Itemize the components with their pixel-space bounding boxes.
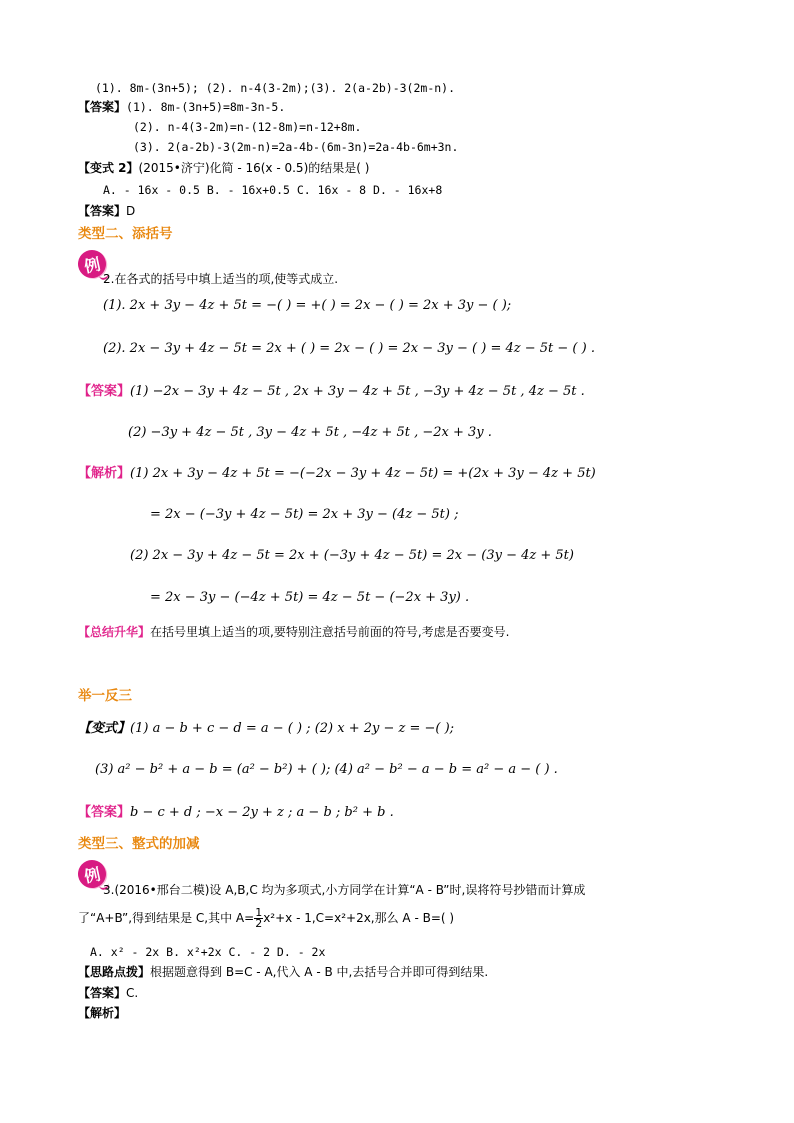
fraction-denominator: 2 [255, 917, 263, 930]
example2-solution-4: = 2x − 3y − (−4z + 5t) = 4z − 5t − (−2x + 3y) . [150, 590, 470, 605]
variant-tag: 【变式】 [78, 721, 131, 736]
type2-heading: 类型二、添括号 [78, 226, 173, 242]
summary-tag: 【总结升华】 [78, 625, 151, 639]
example3-line2-b: x²+x - 1,C=x²+2x,那么 A - B=( ) [263, 911, 455, 925]
fraction [254, 908, 263, 929]
answer-tag: 【答案】 [78, 204, 127, 218]
variant-tag: 【变式 2】 [78, 161, 139, 175]
example3-line1: 3.(2016•邢台二模)设 A,B,C 均为多项式,小方同学在计算“A - B”时,误将符号抄错而计算成 [103, 883, 586, 897]
hint-tag: 【思路点拨】 [78, 965, 151, 979]
example-badge-icon: 例 [75, 857, 108, 890]
answer-row-1 [78, 99, 285, 115]
answer-tag: 【答案】 [78, 384, 131, 399]
answer-tag: 【答案】 [78, 986, 127, 1000]
example2-solution-1 [78, 466, 596, 482]
example-badge-icon: 例 [75, 247, 108, 280]
example3-solution [78, 1005, 126, 1021]
variant-options: A. - 16x - 0.5 B. - 16x+0.5 C. 16x - 8 D. - 16x+8 [103, 183, 443, 197]
juyi-heading: 举一反三 [78, 688, 132, 704]
solution-tag: 【解析】 [78, 1006, 127, 1020]
example3-hint [78, 964, 488, 980]
variant-2 [78, 160, 369, 176]
answer-d [78, 203, 135, 219]
example3-options: A. x² - 2x B. x²+2x C. - 2 D. - 2x [90, 945, 326, 959]
answer-tag: 【答案】 [78, 100, 127, 114]
variant3-q12 [78, 721, 454, 737]
solution-tag: 【解析】 [78, 466, 131, 481]
fraction-numerator: 1 [255, 906, 263, 919]
example2-q1: (1). 2x + 3y − 4z + 5t = −( ) = +( ) = 2x − ( ) = 2x + 3y − ( ); [103, 298, 512, 313]
type3-heading: 类型三、整式的加减 [78, 836, 200, 852]
answer-tag: 【答案】 [78, 805, 131, 820]
summary [78, 624, 509, 640]
example2-solution-3: (2) 2x − 3y + 4z − 5t = 2x + (−3y + 4z − 5t) = 2x − (3y − 4z + 5t) [130, 548, 574, 563]
example2-answer-2: (2) −3y + 4z − 5t , 3y − 4z + 5t , −4z + 5t , −2x + 3y . [128, 425, 492, 440]
example3-line2 [78, 908, 454, 929]
example2-solution-2: = 2x − (−3y + 4z − 5t) = 2x + 3y − (4z − 5t) ; [150, 507, 459, 522]
example2-q2: (2). 2x − 3y + 4z − 5t = 2x + ( ) = 2x − ( ) = 2x − 3y − ( ) = 4z − 5t − ( ) . [103, 341, 595, 356]
answer-text: C. [126, 986, 139, 1000]
variant-text: (1) a − b + c − d = a − ( ) ; (2) x + 2y − z = −( ); [130, 721, 455, 736]
example2-answer-1 [78, 384, 585, 400]
answer-line: (2). n-4(3-2m)=n-(12-8m)=n-12+8m. [133, 120, 362, 134]
variant-text: (2015•济宁)化简 - 16(x - 0.5)的结果是( ) [138, 161, 370, 175]
example3-answer [78, 985, 138, 1001]
answer-line: (3). 2(a-2b)-3(2m-n)=2a-4b-(6m-3n)=2a-4b-6m+3n. [133, 140, 459, 154]
example3-line2-a: 了“A+B”,得到结果是 C,其中 A= [78, 911, 255, 925]
hint-text: 根据题意得到 B=C - A,代入 A - B 中,去括号合并即可得到结果. [150, 965, 489, 979]
solution-text: (1) 2x + 3y − 4z + 5t = −(−2x − 3y + 4z − 5t) = +(2x + 3y − 4z + 5t) [130, 466, 596, 481]
answer-text: b − c + d ; −x − 2y + z ; a − b ; b² + b . [130, 805, 394, 820]
exercise-line: (1). 8m-(3n+5); (2). n-4(3-2m);(3). 2(a-2b)-3(2m-n). [95, 81, 456, 95]
variant3-q34: (3) a² − b² + a − b = (a² − b²) + ( ); (4) a² − b² − a − b = a² − a − ( ) . [95, 762, 558, 777]
summary-text: 在括号里填上适当的项,要特别注意括号前面的符号,考虑是否要变号. [150, 625, 510, 639]
example2-intro: 2.在各式的括号中填上适当的项,使等式成立. [103, 272, 339, 286]
answer-text: (1) −2x − 3y + 4z − 5t , 2x + 3y − 4z + 5t , −3y + 4z − 5t , 4z − 5t . [130, 384, 585, 399]
answer-value: D [126, 204, 136, 218]
variant3-answer [78, 805, 394, 821]
answer-text: (1). 8m-(3n+5)=8m-3n-5. [126, 100, 286, 114]
